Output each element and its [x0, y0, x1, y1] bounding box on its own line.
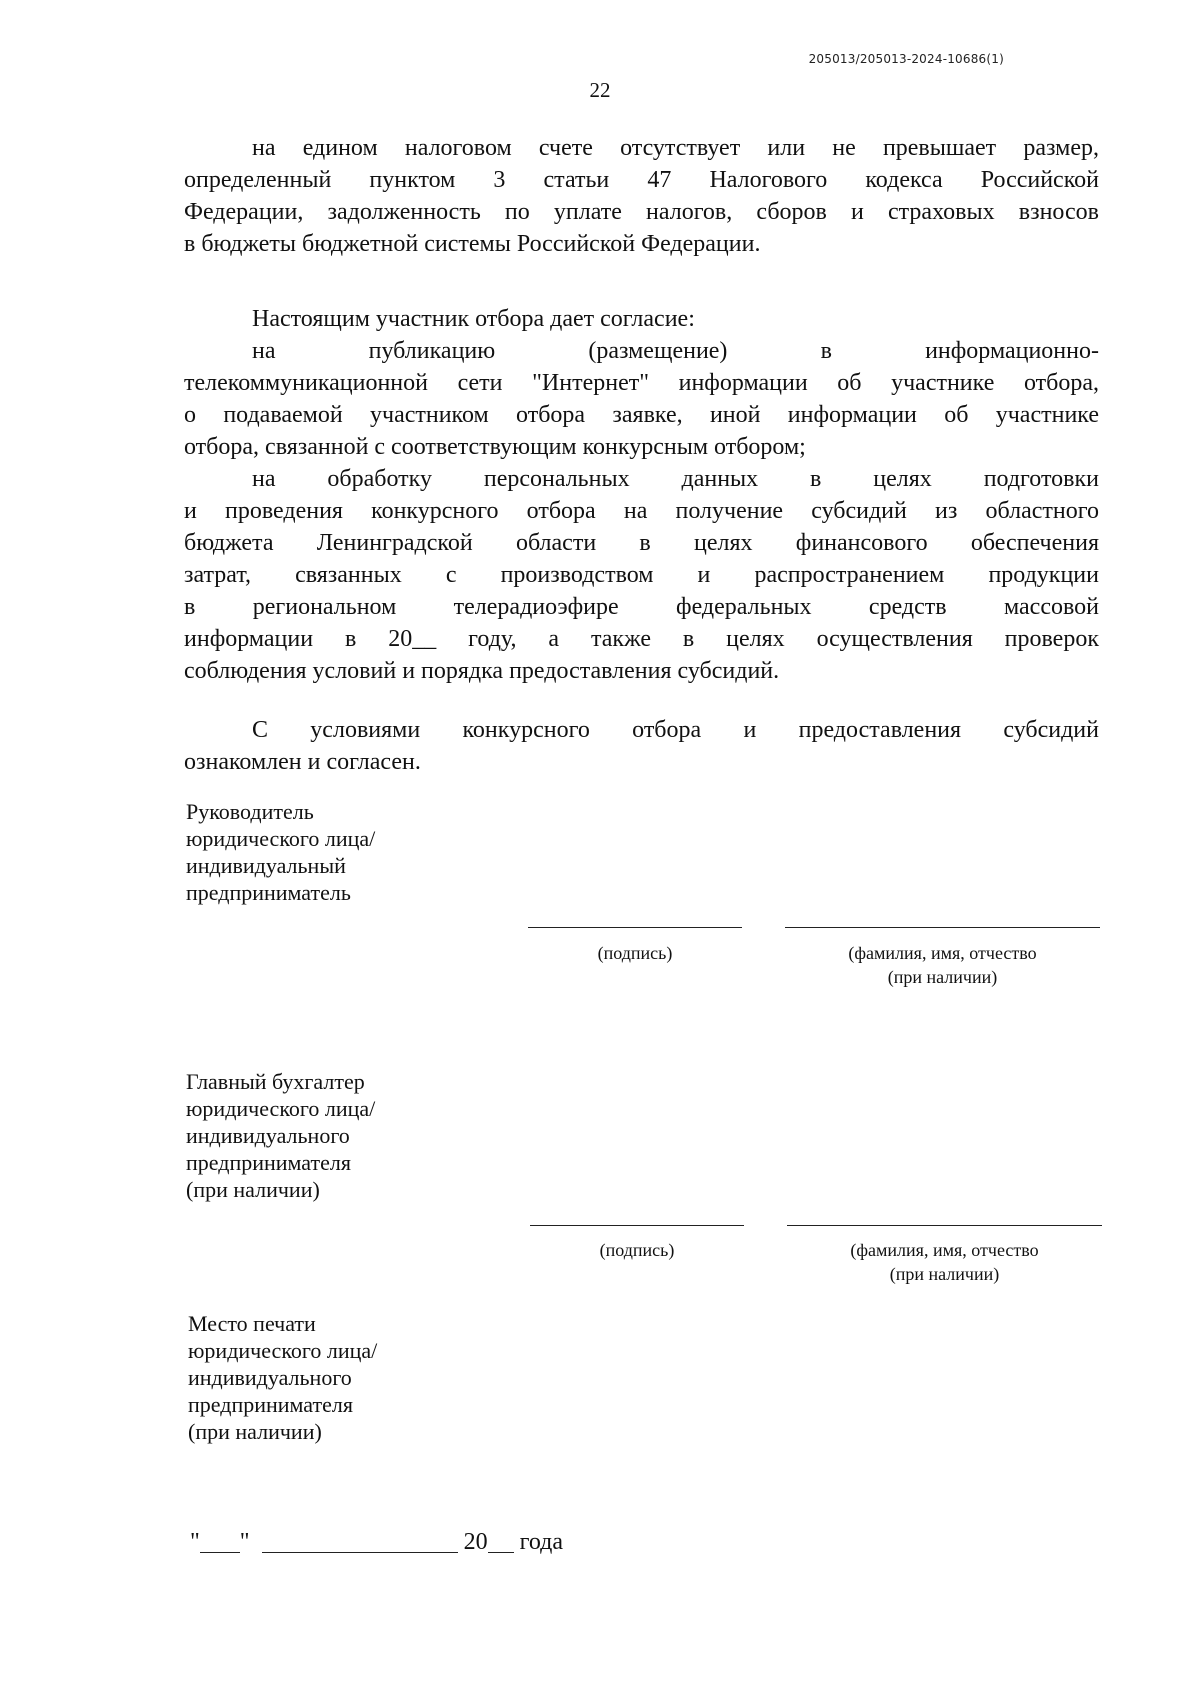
caption-line: (фамилия, имя, отчество	[848, 943, 1037, 963]
text-line: отбора, связанной с соответствующим конкурсным отбором;	[184, 434, 806, 460]
head-signature-caption: (подпись)	[597, 943, 673, 963]
text-line: затрат, связанных с производством и распространением продукции	[184, 562, 1099, 588]
text-line: бюджета Ленинградской области в целях финансового обеспечения	[184, 530, 1099, 556]
text-line: информации в 20__ году, а также в целях осуществления проверок	[184, 626, 1099, 652]
text-line: телекоммуникационной сети "Интернет" информации об участнике отбора,	[184, 370, 1099, 396]
accountant-name-caption	[787, 1238, 1102, 1286]
text-line: в бюджеты бюджетной системы Российской Федерации.	[184, 231, 761, 257]
day-field[interactable]	[200, 1528, 240, 1553]
role-line: Руководитель	[186, 799, 314, 824]
month-field[interactable]	[262, 1528, 458, 1553]
year-suffix: года	[519, 1529, 564, 1555]
caption-line: (при наличии)	[887, 967, 998, 987]
role-line: юридического лица/	[188, 1338, 378, 1363]
role-line: юридического лица/	[186, 826, 376, 851]
text-line: С условиями конкурсного отбора и предоставления субсидий	[252, 717, 1099, 743]
caption-line: (фамилия, имя, отчество	[850, 1240, 1039, 1260]
role-line: (при наличии)	[188, 1419, 322, 1444]
quote-close: "	[239, 1529, 250, 1555]
text-line: определенный пунктом 3 статьи 47 Налогового кодекса Российской	[184, 167, 1099, 193]
date-line	[190, 1528, 563, 1556]
text-line: соблюдения условий и порядка предоставления субсидий.	[184, 658, 780, 684]
year-prefix: 20	[463, 1529, 488, 1555]
text-line: на обработку персональных данных в целях подготовки	[252, 466, 1099, 492]
agreement-paragraph	[184, 714, 1099, 778]
role-line: Место печати	[188, 1311, 316, 1336]
accountant-name-field[interactable]	[787, 1225, 1102, 1226]
role-line: предприниматель	[186, 880, 351, 905]
text-line: на публикацию (размещение) в информационно-	[252, 338, 1099, 364]
role-line: индивидуального	[186, 1123, 350, 1148]
text-line: Федерации, задолженность по уплате налогов, сборов и страховых взносов	[184, 199, 1099, 225]
text-line: о подаваемой участником отбора заявке, иной информации об участнике	[184, 402, 1099, 428]
text-line: и проведения конкурсного отбора на получение субсидий из областного	[184, 498, 1099, 524]
role-line: Главный бухгалтер	[186, 1069, 365, 1094]
quote-open: "	[190, 1529, 200, 1555]
role-line: (при наличии)	[186, 1177, 320, 1202]
page-number: 22	[589, 78, 611, 102]
caption-line: (при наличии)	[889, 1264, 1000, 1284]
role-line: индивидуального	[188, 1365, 352, 1390]
head-name-caption	[785, 941, 1100, 989]
head-signature-field[interactable]	[528, 927, 742, 928]
tax-paragraph	[184, 132, 1099, 260]
role-line: предпринимателя	[188, 1392, 353, 1417]
consent-section	[184, 303, 1099, 687]
accountant-role-label	[186, 1068, 375, 1203]
accountant-signature-caption: (подпись)	[599, 1240, 675, 1260]
role-line: индивидуальный	[186, 853, 346, 878]
head-name-field[interactable]	[785, 927, 1100, 928]
text-line: на едином налоговом счете отсутствует или не превышает размер,	[252, 135, 1099, 161]
accountant-signature-field[interactable]	[530, 1225, 744, 1226]
text-line: в региональном телерадиоэфире федеральных средств массовой	[184, 594, 1099, 620]
role-line: юридического лица/	[186, 1096, 376, 1121]
text-line: ознакомлен и согласен.	[184, 749, 421, 775]
role-line: предпринимателя	[186, 1150, 351, 1175]
head-role-label	[186, 798, 375, 906]
year-field[interactable]	[488, 1528, 514, 1553]
document-id: 205013/205013-2024-10686(1)	[808, 52, 1004, 66]
stamp-label	[188, 1310, 377, 1445]
consent-intro: Настоящим участник отбора дает согласие:	[252, 306, 695, 332]
